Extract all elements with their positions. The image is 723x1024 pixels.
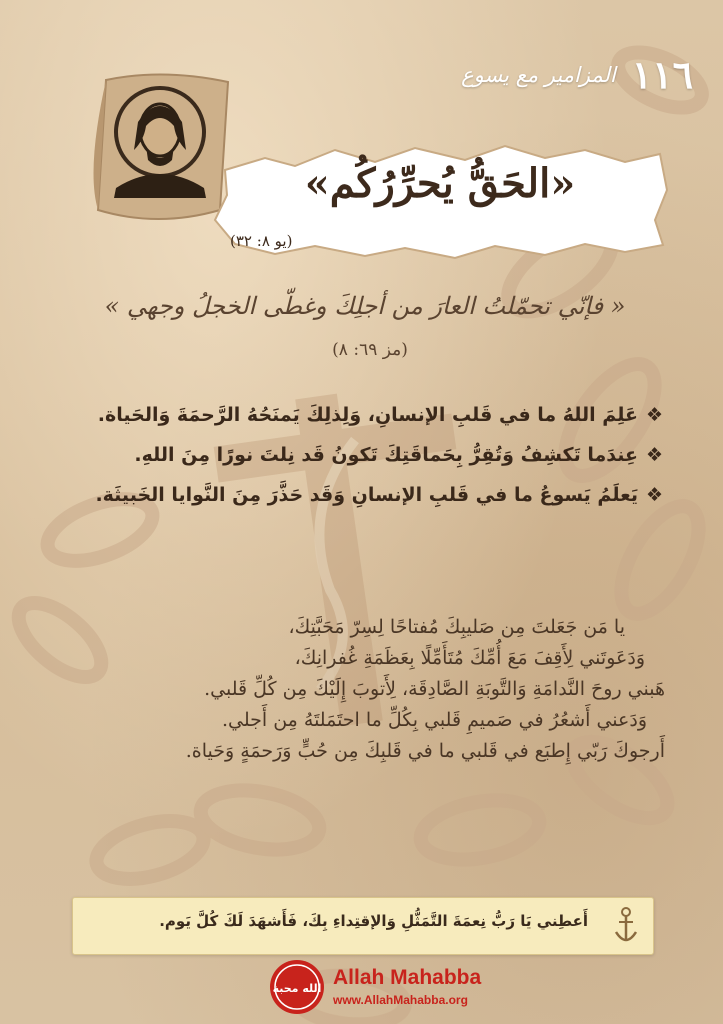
header (461, 52, 693, 97)
allah-mahabba-logo-icon[interactable] (268, 958, 326, 1016)
brand-name: Allah Mahabba (333, 966, 482, 989)
prayer (45, 612, 665, 767)
reflection-point (43, 435, 663, 475)
series-title: المزامير مع يسوع (461, 62, 616, 87)
reflection-point (43, 395, 663, 435)
reflection-point-text: عِندَما تَكشِفُ وَتُقِرُّ بِحَماقَتِكَ تَكونُ قَد نِلتَ نورًا مِنَ اللهِ. (134, 444, 638, 466)
prayer-line: وَدَعني أَشعُرُ في صَميمِ قَلبي بِكُلِّ ما احتَمَلتَهُ مِن أَجلي. (221, 709, 647, 731)
reflection-points (43, 395, 663, 515)
reflection-point-text: يَعلَمُ يَسوعُ ما في قَلبِ الإنسانِ وَقَد حَذَّرَ مِنَ النَّوايا الخَبيثَة. (95, 484, 638, 506)
prayer-line: يا مَن جَعَلتَ مِن صَليبِكَ مُفتاحًا لِسِرّ مَحَبَّتِكَ، (288, 616, 625, 638)
resolution-text: أَعطِني يَا رَبُّ نِعمَةَ التَّمَثُّلِ وَالإقتِداءِ بِكَ، فَأَشهَدَ لَكَ كُلَّ يَوم. (159, 912, 588, 930)
psalm-number: ١١٦ (631, 52, 693, 97)
website-link[interactable]: www.AllahMahabba.org (333, 993, 468, 1007)
prayer-line: أَرجوكَ رَبّي إِطبَع في قَلبي ما في قَلبِكَ مِن حُبٍّ وَرَحمَةٍ وَحَياة. (185, 740, 665, 762)
bullet-icon: ❖ (645, 444, 663, 466)
title-reference: (يو ٨: ٣٢) (230, 232, 293, 250)
reflection-point (43, 475, 663, 515)
bullet-icon: ❖ (645, 484, 663, 506)
bullet-icon: ❖ (645, 404, 663, 426)
reflection-point-text: عَلِمَ اللهُ ما في قَلبِ الإنسانِ، وَلِذلِكَ يَمنَحُهُ الرَّحمَةَ وَالحَياة. (97, 404, 638, 426)
resolution-banner (72, 897, 654, 955)
verse-reference: (مز ٦٩: ٨) (332, 340, 408, 360)
page-title: «الحَقُّ يُحرِّرُكُم» (304, 160, 576, 207)
psalm-verse: « فإنّي تحمّلتُ العارَ من أجلِكَ وغطّى الخجلُ وجهي » (104, 292, 626, 320)
prayer-line: وَدَعَوتَني لِأَقِفَ مَعَ أُمِّكَ مُتَأَمِّلًا بِعَظَمَةِ غُفرانِكَ، (294, 647, 645, 669)
logo-text: الله محبة (272, 982, 322, 995)
anchor-icon (613, 906, 639, 946)
prayer-line: هَبني روحَ النَّدامَةِ وَالتَّوبَةِ الصَّادِقَة، لِأَتوبَ إِلَيْكَ مِن كُلِّ قَلبي. (204, 678, 665, 700)
